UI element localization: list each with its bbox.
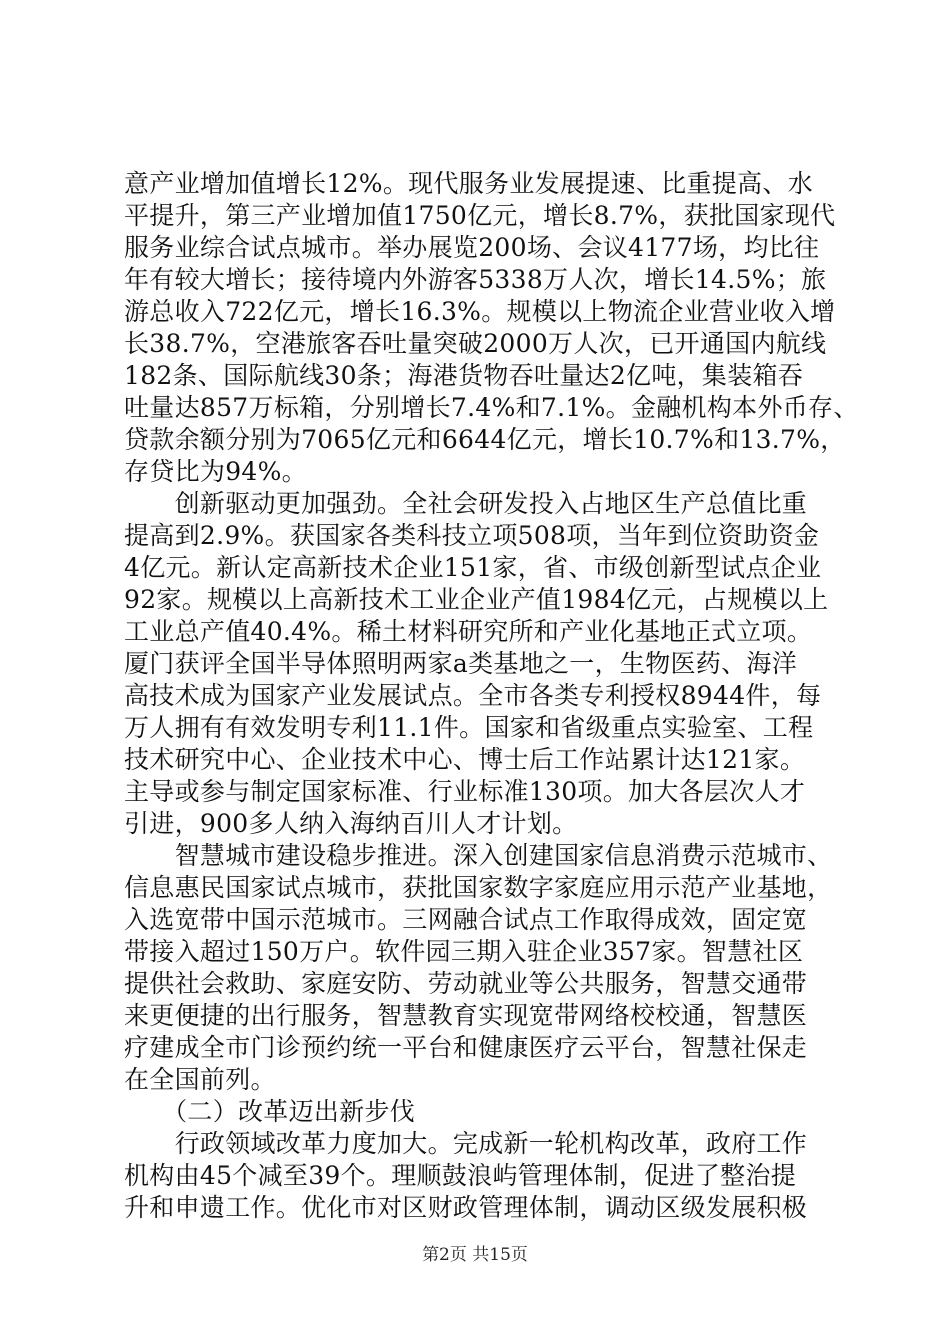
text-line: 技术研究中心、企业技术中心、博士后工作站累计达121家。 [124, 745, 806, 774]
page-footer: 第2页 共15页 [422, 1245, 528, 1265]
text-line: 疗建成全市门诊预约统一平台和健康医疗云平台，智慧社保走 [124, 1033, 808, 1062]
text-line: 提高到2.9%。获国家各类科技立项508项，当年到位资助资金 [124, 521, 820, 550]
text-line: 来更便捷的出行服务，智慧教育实现宽带网络校校通，智慧医 [124, 1001, 808, 1030]
text-line: 主导或参与制定国家标准、行业标准130项。加大各层次人才 [124, 777, 806, 806]
text-line: 平提升，第三产业增加值1750亿元，增长8.7%，获批国家现代 [124, 201, 836, 230]
text-line: 高技术成为国家产业发展试点。全市各类专利授权8944件，每 [124, 681, 822, 710]
text-line: 引进，900多人纳入海纳百川人才计划。 [124, 809, 578, 838]
text-line: 4亿元。新认定高新技术企业151家，省、市级创新型试点企业 [124, 553, 822, 582]
text-line: 万人拥有有效发明专利11.1件。国家和省级重点实验室、工程 [124, 713, 814, 742]
text-line: 工业总产值40.4%。稀土材料研究所和产业化基地正式立项。 [124, 617, 813, 646]
text-line: 182条、国际航线30条；海港货物吞吐量达2亿吨，集装箱吞 [124, 361, 804, 390]
text-line: 提供社会救助、家庭安防、劳动就业等公共服务，智慧交通带 [124, 969, 808, 998]
text-line: 服务业综合试点城市。举办展览200场、会议4177场，均比往 [124, 233, 820, 262]
text-line: 长38.7%，空港旅客吞吐量突破2000万人次，已开通国内航线 [124, 329, 827, 358]
text-line: 年有较大增长；接待境内外游客5338万人次，增长14.5%；旅 [124, 265, 827, 294]
text-line: 入选宽带中国示范城市。三网融合试点工作取得成效，固定宽 [124, 905, 808, 934]
text-line: （二）改革迈出新步伐 [124, 1097, 416, 1126]
text-line: 升和申遗工作。优化市对区财政管理体制，调动区级发展积极 [124, 1193, 808, 1222]
text-line: 吐量达857万标箱，分别增长7.4%和7.1%。金融机构本外币存、 [124, 393, 859, 422]
text-line: 游总收入722亿元，增长16.3%。规模以上物流企业营业收入增 [124, 297, 836, 326]
text-line: 智慧城市建设稳步推进。深入创建国家信息消费示范城市、 [124, 841, 833, 870]
text-line: 机构由45个减至39个。理顺鼓浪屿管理体制，促进了整治提 [124, 1161, 797, 1190]
text-line: 意产业增加值增长12%。现代服务业发展提速、比重提高、水 [124, 169, 813, 198]
text-line: 厦门获评全国半导体照明两家a类基地之一，生物医药、海洋 [124, 649, 798, 678]
text-line: 创新驱动更加强劲。全社会研发投入占地区生产总值比重 [124, 489, 808, 518]
text-line: 带接入超过150万户。软件园三期入驻企业357家。智慧社区 [124, 937, 804, 966]
text-line: 信息惠民国家试点城市，获批国家数字家庭应用示范产业基地， [124, 873, 833, 902]
text-line: 在全国前列。 [124, 1065, 276, 1094]
body-text [124, 168, 859, 1224]
text-line: 贷款余额分别为7065亿元和6644亿元，增长10.7%和13.7%， [124, 425, 846, 454]
text-line: 行政领域改革力度加大。完成新一轮机构改革，政府工作 [124, 1129, 808, 1158]
text-line: 存贷比为94%。 [124, 457, 307, 486]
text-line: 92家。规模以上高新技术工业企业产值1984亿元，占规模以上 [124, 585, 829, 614]
